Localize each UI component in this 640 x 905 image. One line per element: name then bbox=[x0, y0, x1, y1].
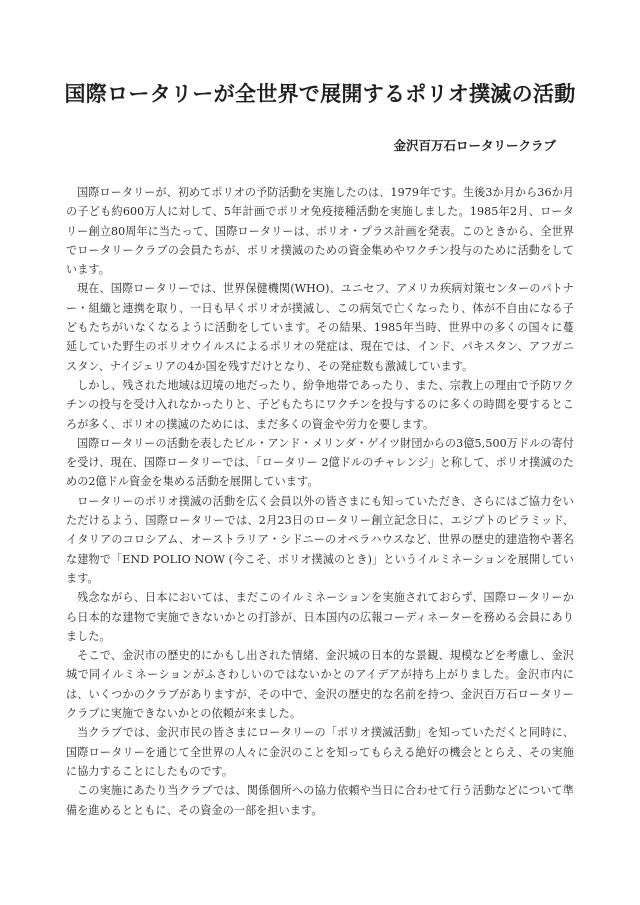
paragraph: 当クラブでは、金沢市民の皆さまにロータリーの「ポリオ撲滅活動」を知っていただくと同時に、国際ロータリーを通じて全世界の人々に金沢のことを知ってもらえる絶好の機会ととらえ、その実施に協力することにしたものです。 bbox=[66, 726, 574, 778]
paragraph: 国際ロータリーが、初めてポリオの予防活動を実施したのは、1979年です。生後3か月から36か月の子ども約600万人に対して、5年計画でポリオ免疫接種活動を実施しました。1985年2月、ロータリー創立80周年に当たって、国際ロータリーは、ポリオ・プラス計画を発表。このときから、全世界でロータリークラブの会員たちが、ポリオ撲滅のための資金集めやワクチン投与のために活動をしています。 bbox=[66, 186, 574, 277]
paragraph: そこで、金沢市の歴史的にかもし出された情緒、金沢城の日本的な景観、規模などを考慮し、金沢城で同イルミネーションがふさわしいのではないかとのアイデアが持ち上がりました。金沢市内には、いくつかのクラブがありますが、その中で、金沢の歴史的な名前を持つ、金沢百万石ロータリークラブに実施できないかとの依頼が来ました。 bbox=[66, 649, 574, 721]
document-title: 国際ロータリーが全世界で展開するポリオ撲滅の活動 bbox=[64, 82, 576, 106]
paragraph: 国際ロータリーの活動を表したビル・アンド・メリンダ・ゲイツ財団からの3億5,500万ドルの寄付を受け、現在、国際ロータリーでは、「ロータリー 2億ドルのチャレンジ」と称して、ポリオ撲滅のための2億ドル資金を集める活動を展開しています。 bbox=[66, 436, 574, 489]
paragraph: この実施にあたり当クラブでは、関係個所への協力依頼や当日に合わせて行う活動などについて準備を進めるとともに、その資金の一部を担います。 bbox=[66, 784, 574, 817]
document-body bbox=[66, 183, 574, 820]
paragraph: 現在、国際ロータリーでは、世界保健機関(WHO)、ユニセフ、アメリカ疾病対策センターのパトナー・組織と連携を取り、一日も早くポリオが撲滅し、この病気で亡くなったり、体が不自由になる子どもたちがいなくなるように活動をしています。その結果、1985年当時、世界中の多くの国々に蔓延していた野生のポリオウイルスによるポリオの発症は、現在では、インド、パキスタン、アフガニスタン、ナイジェリアの4か国を残すだけとなり、その発症数も激減しています。 bbox=[66, 282, 574, 373]
paragraph: 残念ながら、日本においては、まだこのイルミネーションを実施されておらず、国際ロータリーから日本的な建物で実施できないかとの打診が、日本国内の広報コーディネーターを務める会員にありました。 bbox=[66, 591, 574, 643]
paragraph: ロータリーのポリオ撲滅の活動を広く会員以外の皆さまにも知っていただき、さらにはご協力をいただけるよう、国際ロータリーでは、2月23日のロータリー創立記念日に、エジプトのピラミッド、イタリアのコロシアム、オーストラリア・シドニーのオペラハウスなど、世界の歴史的建造物や著名な建物で「END POLIO NOW (今こそ、ポリオ撲滅のとき)」というイルミネーションを展開しています。 bbox=[66, 494, 574, 585]
organization-name: 金沢百万石ロータリークラブ bbox=[393, 138, 556, 153]
paragraph: しかし、残された地域は辺境の地だったり、紛争地帯であったり、また、宗教上の理由で予防ワクチンの投与を受け入れなかったりと、子どもたちにワクチンを投与するのに多くの時間を要するところが多く、ポリオの撲滅のためには、まだ多くの資金や労力を要します。 bbox=[66, 378, 574, 431]
